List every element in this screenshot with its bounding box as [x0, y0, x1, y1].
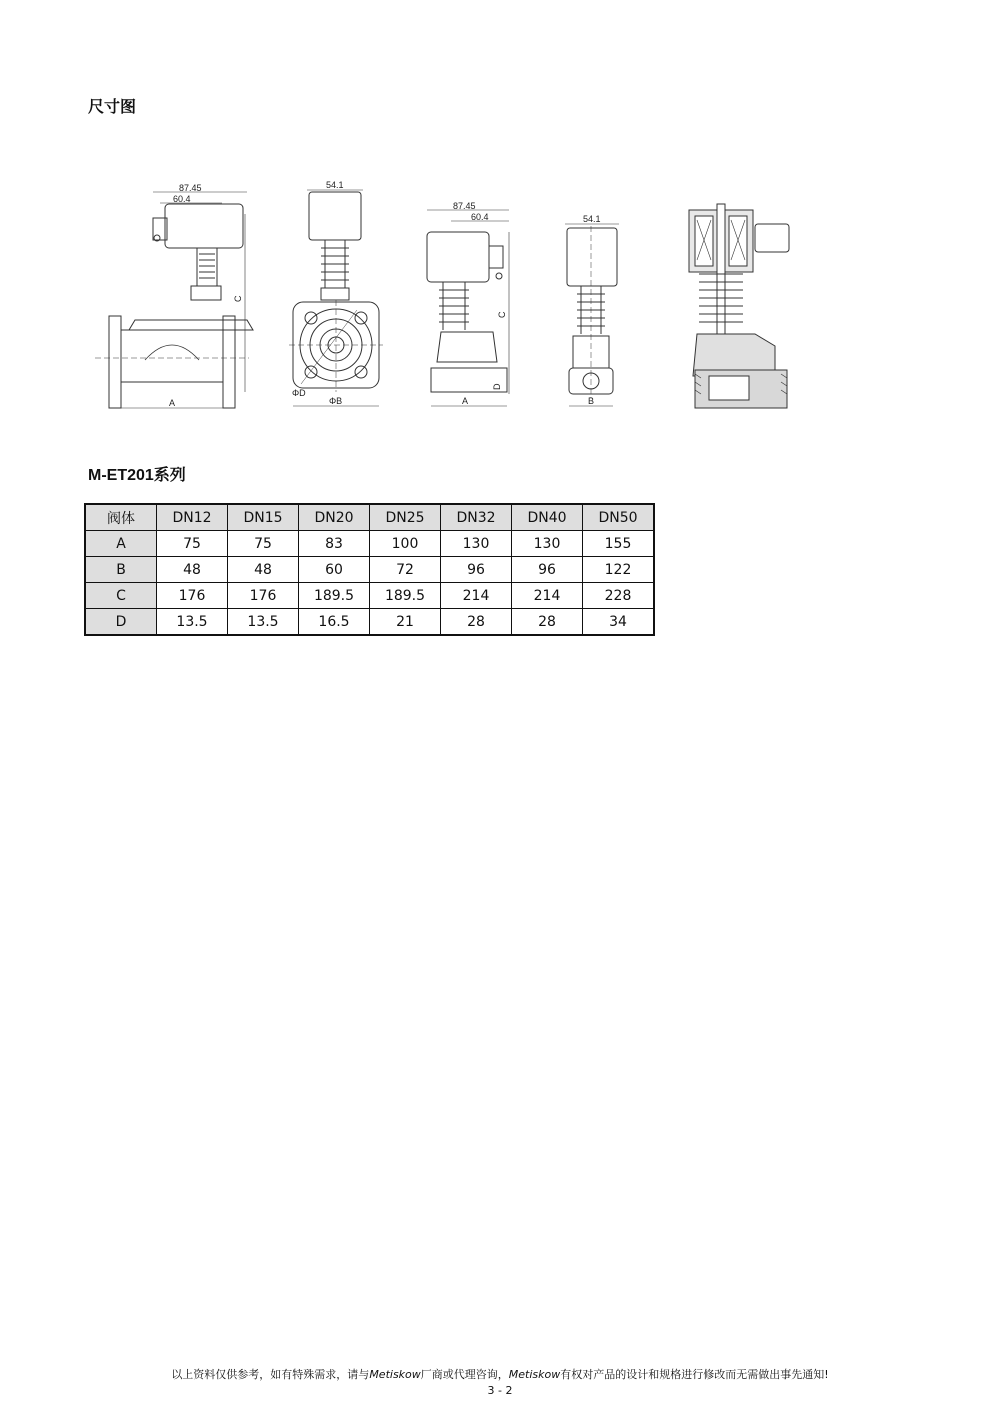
header-cell: DN50: [583, 504, 655, 531]
header-cell: DN12: [157, 504, 228, 531]
footer-text: 有权对产品的设计和规格进行修改而无需做出事先通知!: [560, 1368, 829, 1381]
table-cell: 122: [583, 557, 655, 583]
table-cell: 83: [299, 531, 370, 557]
table-cell: 214: [441, 583, 512, 609]
table-cell: 176: [228, 583, 299, 609]
header-cell: DN25: [370, 504, 441, 531]
table-cell: 214: [512, 583, 583, 609]
table-cell: 34: [583, 609, 655, 636]
header-cell: DN32: [441, 504, 512, 531]
table-cell: 75: [228, 531, 299, 557]
section-title: 尺寸图: [88, 97, 137, 116]
row-label: A: [85, 531, 157, 557]
dim-label: D: [492, 383, 502, 390]
row-label: D: [85, 609, 157, 636]
table-cell: 100: [370, 531, 441, 557]
table-cell: 189.5: [370, 583, 441, 609]
table-row: [85, 609, 654, 636]
table-cell: 189.5: [299, 583, 370, 609]
footer-text: 厂商或代理咨询，: [420, 1368, 509, 1381]
series-title: M-ET201系列: [88, 467, 186, 484]
header-cell: DN20: [299, 504, 370, 531]
table-cell: 228: [583, 583, 655, 609]
brand-name: Metiskow: [369, 1368, 421, 1381]
dim-label: 60.4: [471, 212, 489, 222]
table-cell: 130: [512, 531, 583, 557]
table-cell: 72: [370, 557, 441, 583]
table-cell: 28: [512, 609, 583, 636]
drawing-threaded-side-view: [427, 201, 509, 406]
table-cell: 176: [157, 583, 228, 609]
dim-label: 87.45: [453, 201, 476, 211]
page-number: 3 - 2: [487, 1384, 513, 1397]
table-cell: 21: [370, 609, 441, 636]
header-cell: DN15: [228, 504, 299, 531]
dim-label: C: [233, 295, 243, 302]
dim-label: B: [588, 396, 595, 406]
table-cell: 130: [441, 531, 512, 557]
dim-label: ΦB: [329, 396, 343, 406]
dim-label: ΦD: [292, 388, 306, 398]
brand-name: Metiskow: [508, 1368, 561, 1381]
row-label: B: [85, 557, 157, 583]
drawing-cross-section: [689, 204, 789, 408]
table-cell: 13.5: [157, 609, 228, 636]
table-cell: 96: [441, 557, 512, 583]
table-cell: 16.5: [299, 609, 370, 636]
table-cell: 13.5: [228, 609, 299, 636]
drawing-flanged-side-view: [95, 183, 253, 408]
row-label: C: [85, 583, 157, 609]
table-row: [85, 583, 654, 609]
drawing-flanged-front-view: [289, 180, 383, 406]
table-row: [85, 531, 654, 557]
table-cell: 155: [583, 531, 655, 557]
table-cell: 60: [299, 557, 370, 583]
table-cell: 96: [512, 557, 583, 583]
table-cell: 48: [157, 557, 228, 583]
dim-label: A: [169, 398, 176, 408]
footer-text: 以上资料仅供参考，如有特殊需求，请与: [171, 1368, 370, 1381]
table-cell: 75: [157, 531, 228, 557]
dim-label: C: [497, 311, 507, 318]
dim-label: A: [462, 396, 469, 406]
dimension-drawings: [95, 170, 815, 420]
dimension-table: [84, 503, 655, 636]
table-row: [85, 557, 654, 583]
table-cell: 28: [441, 609, 512, 636]
dim-label: 87.45: [179, 183, 202, 193]
dim-label: 60.4: [173, 194, 191, 204]
header-cell: 阀体: [85, 504, 157, 531]
table-cell: 48: [228, 557, 299, 583]
table-header-row: [85, 504, 654, 531]
header-cell: DN40: [512, 504, 583, 531]
footer-disclaimer: [0, 1366, 1000, 1382]
drawing-threaded-front-view: [565, 214, 619, 406]
dim-label: 54.1: [326, 180, 344, 190]
dim-label: 54.1: [583, 214, 601, 224]
